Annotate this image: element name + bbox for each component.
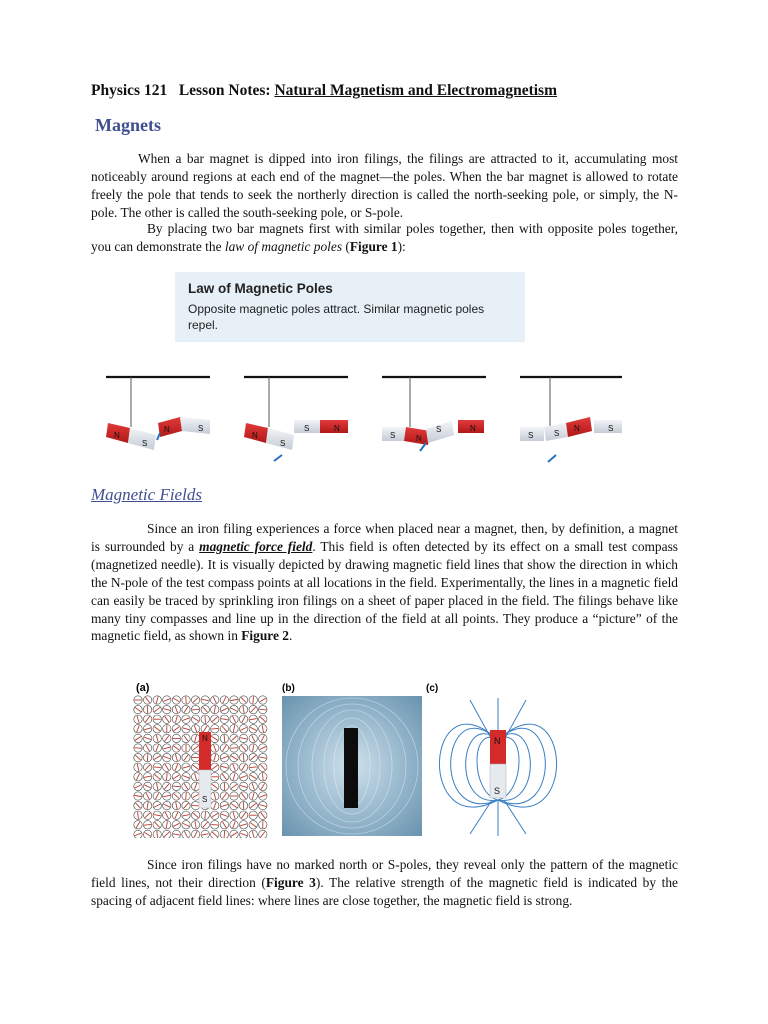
- compass-needle: [145, 765, 150, 770]
- law-box-text: Opposite magnetic poles attract. Similar magnetic poles repel.: [188, 302, 485, 332]
- compass-needle: [262, 725, 263, 732]
- lesson-topic: Natural Magnetism and Electromagnetism: [274, 82, 557, 99]
- compass-needle: [240, 785, 247, 787]
- compass-needle: [195, 773, 197, 780]
- compass-needle: [250, 767, 257, 768]
- paragraph-text: When a bar magnet is dipped into iron filings, the filings are attracted to it, accumulating most noticeably around regions at each end of the magnet—the poles. When the bar magnet is allowed to rotate freely the pole that tends to seek the northerly direction is called the north-seeking pole, or simply, the N-pole. The other is called the south-seeking pole, or S-pole.: [91, 151, 678, 220]
- compass-needle: [193, 717, 199, 721]
- compass-needle: [232, 716, 235, 722]
- magnet-pair-1: [106, 377, 210, 450]
- compass-needle: [193, 794, 199, 798]
- compass-needle: [231, 756, 237, 760]
- compass-needle: [174, 794, 179, 799]
- compass-needle: [146, 745, 150, 751]
- compass-needle: [173, 698, 179, 702]
- compass-needle: [137, 716, 139, 723]
- compass-needle: [261, 735, 264, 741]
- compass-needle: [260, 717, 265, 722]
- compass-needle: [194, 783, 197, 790]
- pole-label-s: S: [202, 795, 208, 804]
- compass-needle: [186, 696, 187, 703]
- compass-needle: [173, 775, 179, 779]
- compass-needle: [193, 765, 199, 769]
- compass-needle: [212, 765, 218, 769]
- compass-needle: [183, 823, 189, 826]
- compass-needle: [211, 824, 218, 825]
- compass-needle: [173, 823, 179, 826]
- compass-needle: [137, 725, 140, 732]
- compass-needle: [157, 433, 160, 440]
- compass-needle: [175, 754, 177, 761]
- compass-needle: [147, 802, 148, 809]
- compass-needle: [222, 822, 226, 828]
- pole-label-s: S: [280, 439, 286, 448]
- compass-needle: [223, 697, 226, 703]
- pole-label-n: N: [202, 734, 208, 743]
- compass-needle: [195, 735, 197, 742]
- compass-needle: [184, 707, 188, 713]
- compass-needle: [203, 707, 208, 712]
- compass-needle: [221, 814, 228, 817]
- course-name: Physics 121: [91, 82, 168, 99]
- compass-needle: [135, 755, 140, 760]
- magnet-pair-3: [382, 377, 486, 451]
- compass-needle: [231, 736, 236, 741]
- compass-needle: [184, 783, 188, 789]
- pole-label-s: S: [142, 439, 148, 448]
- compass-needle: [243, 754, 244, 761]
- pole-label-n: N: [114, 431, 120, 440]
- compass-needle: [250, 803, 256, 807]
- compass-needle: [144, 737, 151, 740]
- compass-needle: [193, 746, 199, 750]
- compass-needle: [145, 833, 151, 837]
- compass-needle: [202, 699, 209, 700]
- compass-needle: [193, 698, 198, 703]
- compass-needle: [163, 709, 170, 711]
- compass-needle: [241, 793, 245, 799]
- page-title: [91, 82, 557, 100]
- compass-needle: [192, 709, 199, 710]
- compass-needle: [156, 745, 159, 752]
- paragraph-text: Since iron filings have no marked north or S-poles, they reveal only the pattern of the magnetic field lines, not their direction (: [91, 857, 678, 890]
- compass-needle: [163, 756, 170, 759]
- compass-needle: [260, 765, 265, 770]
- pole-label-s: S: [390, 431, 396, 440]
- compass-needle: [184, 736, 188, 742]
- compass-needle: [230, 748, 237, 749]
- compass-needle: [173, 786, 180, 787]
- compass-needle: [173, 834, 180, 835]
- compass-needle: [184, 831, 187, 837]
- held-magnet-south: [180, 417, 210, 434]
- figure-reference-3: Figure 3: [265, 874, 316, 890]
- pole-label-n: N: [574, 424, 580, 433]
- compass-needle: [166, 773, 167, 780]
- compass-needle: [233, 812, 235, 819]
- compass-needle: [222, 726, 227, 731]
- compass-needle: [203, 822, 208, 827]
- compass-needle: [135, 785, 141, 788]
- pole-label-n: N: [334, 424, 340, 433]
- compass-needle: [231, 784, 237, 788]
- compass-needle: [134, 748, 141, 749]
- compass-needle: [243, 706, 244, 713]
- compass-needle: [157, 783, 158, 790]
- paragraph-text: By placing two bar magnets first with similar poles together, then with opposite poles together, you can demonstrate the: [91, 221, 678, 254]
- pole-label-n: N: [494, 736, 501, 746]
- compass-needle: [183, 766, 190, 768]
- compass-needle: [221, 756, 228, 759]
- compass-needle: [163, 795, 170, 796]
- paragraph-fields-2: [91, 856, 678, 910]
- magnet-pair-4: [520, 377, 622, 462]
- pole-label-s: S: [494, 786, 501, 796]
- compass-needle: [259, 805, 266, 807]
- compass-needle: [261, 812, 265, 818]
- compass-needle: [233, 725, 234, 732]
- compass-needle: [240, 833, 247, 836]
- compass-needle: [214, 802, 217, 809]
- compass-needle: [231, 832, 237, 836]
- compass-needle: [241, 698, 246, 703]
- compass-needle: [195, 821, 196, 828]
- compass-needle: [135, 833, 142, 836]
- compass-needle: [260, 698, 266, 702]
- compass-needle: [211, 728, 218, 729]
- compass-needle: [241, 745, 246, 750]
- compass-needle: [194, 831, 197, 837]
- compass-needle: [136, 822, 140, 828]
- compass-needle: [214, 754, 216, 761]
- compass-needle: [222, 793, 226, 799]
- compass-needle: [176, 802, 177, 809]
- paragraph-text: ):: [397, 238, 406, 254]
- compass-needle: [222, 774, 226, 780]
- compass-needle: [137, 764, 138, 771]
- pole-label-n: N: [252, 431, 258, 440]
- compass-needle: [252, 793, 254, 800]
- compass-needle: [213, 697, 216, 703]
- compass-needle: [183, 728, 190, 730]
- pole-label-n: N: [416, 434, 422, 443]
- compass-needle: [147, 754, 148, 761]
- compass-needle: [154, 727, 160, 731]
- compass-needle: [222, 745, 226, 751]
- compass-needle: [250, 775, 256, 779]
- pole-label-s: S: [528, 431, 534, 440]
- compass-needle: [253, 696, 254, 703]
- compass-needle: [174, 727, 180, 731]
- paragraph-text: ). The relative strength of the magnetic field is indicated by the spacing of adjacent field lines: where lines are close together, the magnetic field is strong.: [91, 874, 678, 908]
- section-heading-magnetic-fields: Magnetic Fields: [91, 485, 202, 504]
- compass-needle: [240, 727, 246, 730]
- figure-label-c: (c): [426, 683, 439, 694]
- compass-needle: [214, 706, 215, 713]
- compass-needle: [138, 812, 139, 819]
- compass-needle: [202, 834, 209, 835]
- figure-reference-2: Figure 2: [241, 628, 289, 644]
- compass-needle: [175, 812, 178, 818]
- magnet-pair-2: [244, 377, 348, 461]
- compass-needle: [252, 831, 254, 838]
- paragraph-magnets-2: [91, 220, 678, 256]
- compass-needle: [230, 699, 237, 700]
- compass-needle: [155, 822, 160, 827]
- term-magnetic-force-field: magnetic force field: [199, 538, 313, 554]
- compass-needle: [144, 824, 151, 825]
- compass-needle: [175, 764, 178, 771]
- compass-needle: [145, 813, 150, 818]
- compass-needle: [214, 745, 217, 752]
- law-of-poles-box: [175, 272, 525, 342]
- compass-needle: [175, 706, 178, 713]
- compass-needle: [157, 831, 158, 838]
- compass-needle: [164, 784, 169, 789]
- compass-needle: [214, 793, 216, 800]
- figure-label-a: (a): [136, 682, 150, 694]
- compass-needle: [184, 803, 189, 808]
- compass-needle: [233, 773, 235, 780]
- pole-label-s: S: [304, 424, 310, 433]
- compass-needle: [184, 755, 188, 761]
- compass-needle: [212, 832, 217, 837]
- bar-magnet-photo: [344, 728, 358, 808]
- compass-needle: [165, 764, 169, 770]
- compass-needle: [194, 725, 197, 732]
- compass-needle: [250, 823, 256, 827]
- compass-needle: [164, 832, 169, 837]
- compass-needle: [250, 727, 256, 730]
- compass-needle: [154, 815, 161, 816]
- compass-needle: [261, 832, 265, 838]
- compass-needle: [274, 455, 282, 461]
- compass-needle: [224, 735, 225, 742]
- compass-needle: [233, 764, 236, 771]
- compass-needle: [231, 708, 237, 711]
- compass-needle: [259, 795, 266, 798]
- compass-needle: [192, 805, 199, 806]
- figure-2-magnetic-field: [130, 678, 630, 838]
- pole-label-s: S: [198, 424, 204, 433]
- compass-needle: [240, 824, 247, 826]
- compass-needle: [240, 738, 247, 739]
- pole-label-n: N: [164, 425, 170, 434]
- compass-needle: [144, 785, 150, 788]
- compass-needle: [420, 443, 426, 451]
- figure-label-b: (b): [282, 683, 295, 694]
- compass-needle: [251, 707, 256, 712]
- paragraph-text: (: [342, 238, 350, 254]
- figure-1-magnet-poles: [100, 365, 640, 465]
- compass-needle: [145, 716, 149, 722]
- held-magnet-north: [158, 417, 182, 437]
- compass-needle: [166, 821, 167, 828]
- compass-needle: [165, 736, 169, 742]
- compass-needle: [260, 746, 266, 749]
- compass-needle: [259, 757, 266, 758]
- paragraph-magnets-1: [91, 150, 678, 222]
- compass-needle: [203, 726, 207, 732]
- compass-needle: [221, 708, 227, 711]
- compass-needle: [205, 716, 206, 723]
- pole-label-s: S: [608, 424, 614, 433]
- compass-needle: [135, 707, 141, 711]
- compass-needle: [156, 735, 158, 742]
- compass-needle: [231, 803, 237, 807]
- compass-needle: [174, 746, 180, 750]
- compass-needle: [221, 719, 228, 720]
- section-heading-magnets: Magnets: [95, 115, 161, 135]
- compass-needle: [163, 699, 170, 702]
- compass-needle: [250, 719, 257, 720]
- compass-needle: [240, 776, 247, 779]
- compass-needle: [154, 767, 161, 768]
- compass-needle: [212, 736, 218, 740]
- law-box-title: Law of Magnetic Poles: [188, 281, 333, 296]
- compass-needle: [164, 804, 170, 807]
- notes-label: Lesson Notes:: [178, 82, 271, 99]
- compass-needle: [136, 774, 139, 780]
- compass-needle: [252, 735, 255, 741]
- compass-needle: [212, 813, 218, 817]
- compass-needle: [221, 805, 228, 807]
- compass-needle: [155, 774, 160, 779]
- compass-needle: [186, 792, 187, 799]
- compass-needle: [165, 716, 169, 722]
- compass-needle: [183, 718, 190, 721]
- compass-needle: [242, 764, 246, 770]
- compass-needle: [259, 709, 266, 710]
- pole-label-s: S: [554, 429, 560, 438]
- pole-label-s: S: [436, 425, 442, 434]
- compass-needle: [134, 795, 141, 796]
- compass-needle: [175, 716, 177, 723]
- compass-needle: [165, 812, 168, 818]
- compass-needle: [146, 793, 149, 799]
- paragraph-text: Since an iron filing experiences a force when placed near a magnet, then, by definition, a magnet is surrounded by a: [91, 521, 678, 554]
- compass-needle: [548, 455, 556, 462]
- paragraph-text: . This field is often detected by its effect on a small test compass (magnetized needle). It is visually depicted by drawing magnetic field lines that show the direction in which the N-pole of the test compass points at all locations in the field. Experimentally, the lines in a magnetic field can easily be traced by sprinkling iron filings on a sheet of paper placed in the field. The filings behave like many tiny compasses and line up in the direction of the field at all points. They produce a “picture” of the magnetic field, as shown in: [91, 538, 678, 644]
- compass-needle: [183, 776, 190, 779]
- figure-reference-1: Figure 1: [349, 238, 398, 254]
- compass-needle: [154, 756, 160, 760]
- compass-needle: [144, 728, 151, 730]
- compass-needle: [182, 815, 189, 816]
- compass-needle: [205, 812, 206, 819]
- compass-needle: [163, 747, 170, 749]
- compass-needle: [261, 783, 265, 789]
- compass-needle: [221, 766, 228, 768]
- compass-needle: [145, 697, 149, 703]
- emphasis-law-of-poles: law of magnetic poles: [224, 238, 343, 254]
- compass-needle: [212, 717, 217, 722]
- compass-needle: [233, 821, 236, 828]
- compass-needle: [156, 793, 159, 799]
- compass-needle: [252, 783, 255, 790]
- compass-needle: [262, 773, 263, 780]
- compass-needle: [154, 804, 160, 807]
- paragraph-text: .: [288, 628, 293, 644]
- pole-label-n: N: [470, 424, 476, 433]
- compass-needle: [136, 803, 141, 808]
- compass-needle: [156, 697, 158, 704]
- compass-needle: [253, 744, 254, 751]
- compass-needle: [251, 755, 256, 760]
- compass-needle: [242, 716, 245, 722]
- compass-needle: [144, 776, 151, 777]
- compass-needle: [154, 707, 160, 711]
- paragraph-fields-1: [91, 520, 678, 645]
- compass-needle: [135, 736, 141, 740]
- compass-needle: [241, 812, 245, 818]
- compass-needle: [224, 831, 225, 838]
- compass-needle: [212, 784, 218, 788]
- compass-needle: [193, 813, 198, 818]
